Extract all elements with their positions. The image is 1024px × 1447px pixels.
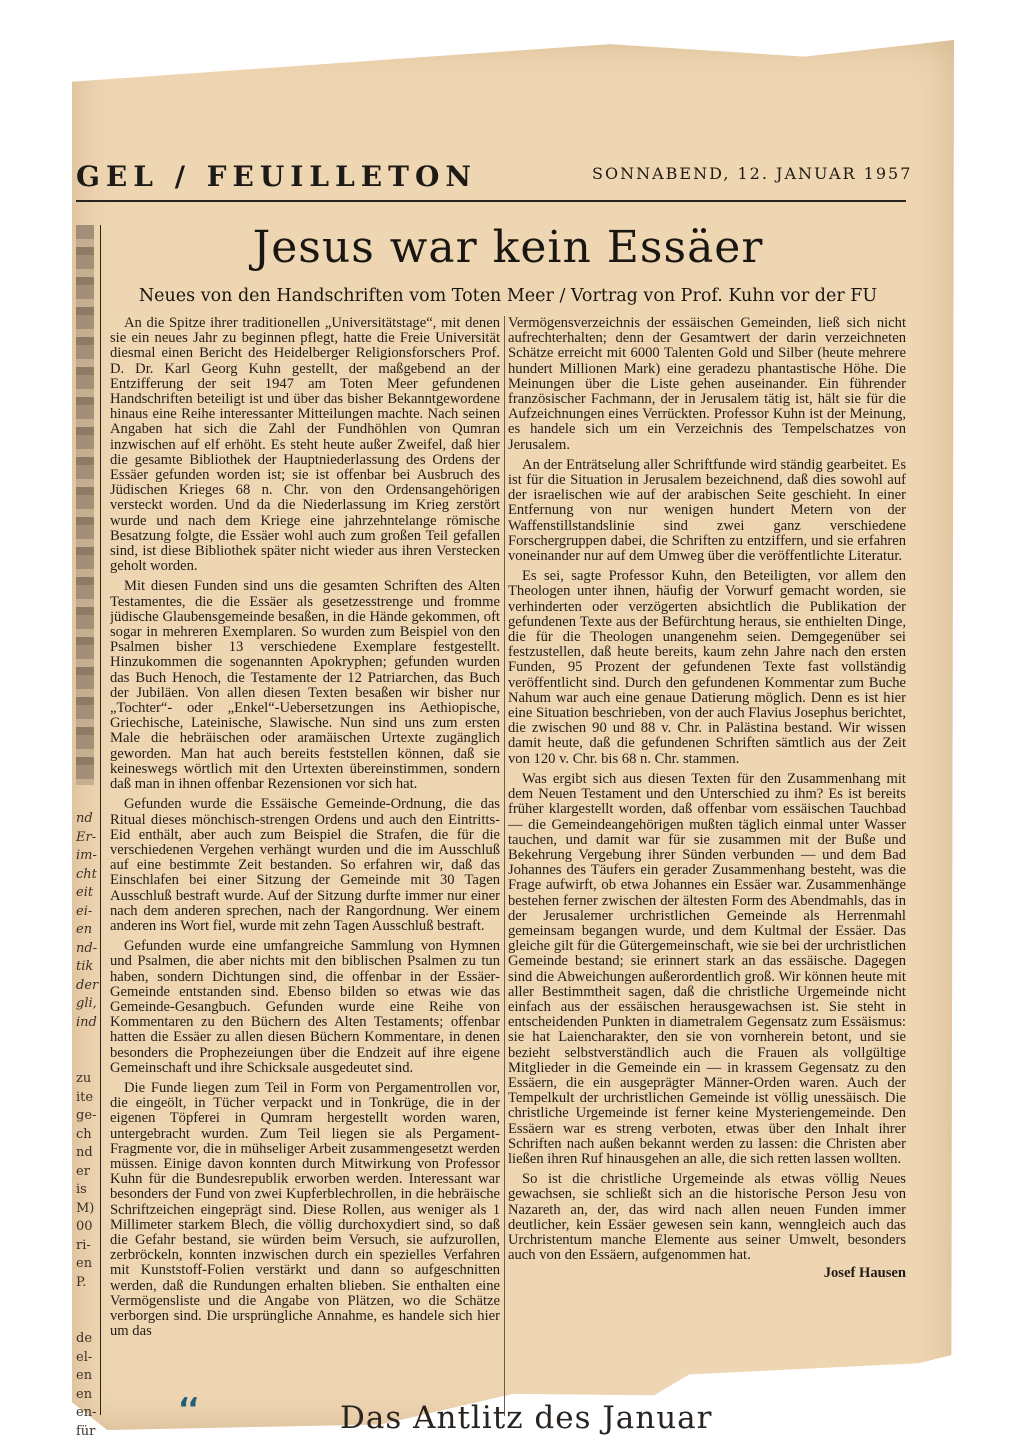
fragment-line: tik <box>76 959 94 974</box>
fragment-line: en- <box>76 1405 97 1420</box>
fragment-line: für <box>76 1423 96 1439</box>
fragment-line: er <box>76 1163 90 1179</box>
fragment-line: en <box>76 922 93 937</box>
article-column-right <box>508 316 906 1401</box>
fragment-line: is <box>76 1182 87 1197</box>
fragment-line: en <box>76 1386 93 1402</box>
fragment-line: zu <box>76 1071 92 1086</box>
fragment-line: ei- <box>76 903 93 919</box>
cut-column-fragment <box>76 810 102 1032</box>
paragraph: Die Funde liegen zum Teil in Form von Pergamentrollen vor, die eingeölt, in Tücher verpackt und in Tonkrüge, die in der eigenen Töpferei in Qumram hergestellt worden waren, untergebracht wurden. Zum Teil liegen sie als Pergament-Fragmente vor, die in mühseliger Arbeit zusammengesetzt werden müssen. Einige davon konnten durch Mitwirkung von Professor Kuhn für die Bundesrepublik erworben werden. Interessant war besonders der Fund von zwei Kupferblechrollen, in die hebräische Schriftzeichen eingeprägt sind. Diese Rollen, aus weniger als 1 Millimeter starkem Blech, die völlig durchoxydiert sind, so daß die Gefahr bestand, sie würden beim Versuch, sie aufzurollen, zerbröckeln, konnten inzwischen durch ein spezielles Verfahren mit Kunststoff-Folien verstärkt und dann so aufgeschnitten werden, daß die Rundungen erhalten blieben. Sie enthalten eine Vermögensliste und die Angabe von Plätzen, wo die Schätze verborgen sind. Die ursprüngliche Annahme, es handele sich hier um das <box>110 1079 500 1340</box>
cut-column-fragment <box>76 1070 102 1292</box>
fragment-line: 00 <box>76 1219 93 1234</box>
article-column-left <box>110 316 500 1406</box>
issue-date: SONNABEND, 12. JANUAR 1957 <box>592 164 913 183</box>
fragment-line: gli, <box>76 996 97 1011</box>
fragment-line: der <box>76 977 99 993</box>
paragraph: An die Spitze ihrer traditionellen „Universitätstage“, mit denen sie ein neues Jahr zu beginnen pflegt, hatte die Freie Universität diesmal einen Bericht des Heidelberger Religionsforschers Prof. D. Dr. Karl Georg Kuhn gestellt, der maßgebend an der Entzifferung der seit 1947 am Toten Meer gefundenen Handschriften beteiligt ist und über das bisher Bekanntgewordene hinaus eine Reihe interessanter Mitteilungen machte. Nach seinen Angaben hat sich die Zahl der Fundhöhlen von Qumran inzwischen auf elf erhöht. Es steht heute außer Zweifel, daß hier die gesamte Bibliothek der Hauptniederlassung des Ordens der Essäer gefunden worden ist; sie ist offenbar bei Ausbruch des Jüdischen Krieges 68 n. Chr. von den Ordensangehörigen versteckt worden. Und da die Niederlassung im Krieg zerstört wurde und nach dem Kriege eine jahrzehntelange römische Besatzung folgte, die Essäer wohl auch zum großen Teil gefallen sind, ist diese Bibliothek später nicht wieder aus ihren Verstecken geholt worden. <box>110 316 500 575</box>
fragment-line: eit <box>76 885 94 900</box>
paragraph: An der Enträtselung aller Schriftfunde wird ständig gearbeitet. Es ist für die Situation in Jerusalem bezeichnend, daß dies sowohl auf der israelischen wie auf der arabischen Seite geschieht. In einer Entfernung von nur wenigen hundert Metern von der Waffenstillstandslinie sind zwei ganz verschiedene Forschergruppen dabei, die Schriften zu entziffern, und sie erfahren voneinander nur auf dem Umweg über die veröffentlichte Literatur. <box>508 456 906 565</box>
paragraph: So ist die christliche Urgemeinde als etwas völlig Neues gewachsen, sie schließt sich an die historische Person Jesu von Nazareth an, der, das wird nach allen neuen Funden immer deutlicher, kein Essäer gewesen sein kann, wenngleich auch das Urchristentum manche Elemente aus seiner Umwelt, besonders auch von den Essäern, aufgenommen hat. <box>508 1171 906 1264</box>
paragraph: Mit diesen Funden sind uns die gesamten Schriften des Alten Testamentes, die die Essäer als gesetzesstrenge und fromme jüdische Glaubensgemeinde besaßen, in die Hände gekommen, oft sogar in mehreren Exemplaren. So wurden zum Beispiel von den Psalmen bisher 13 verschiedene Exemplare festgestellt. Hinzukommen die sogenannten Apokryphen; gefunden wurden das Buch Henoch, die Testamente der 12 Patriarchen, das Buch der Jubiläen. Von allen diesen Texten besaßen wir bisher nur „Tochter“- oder „Enkel“-Uebersetzungen ins Aethiopische, Griechische, Lateinische, Slawische. Nun sind uns zum ersten Male die hebräischen oder aramäischen Urtexte zugänglich geworden. Man hat auch bereits feststellen können, daß sie keineswegs wörtlich mit den Urtexten übereinstimmen, sondern daß man in ihnen offenbar Rezensionen vor sich hat. <box>110 578 500 793</box>
fragment-line: nd <box>76 1145 93 1160</box>
fragment-line: cht <box>76 866 97 882</box>
fragment-line: en <box>76 1368 93 1383</box>
cropped-photo-strip <box>76 225 94 785</box>
fragment-line: im- <box>76 848 97 863</box>
section-title: GEL / FEUILLETON <box>76 160 477 193</box>
fragment-line: de <box>76 1331 93 1346</box>
paragraph: Es sei, sagte Professor Kuhn, den Beteiligten, vor allem den Theologen unter ihnen, häufig der Vorwurf gemacht worden, sie verhinderten oder verzögerten absichtlich die Publikation der gefundenen Texte aus der Befürchtung heraus, sie enthielten Dinge, die für die Theologen unangenehm seien. Demgegenüber sei festzustellen, daß heute bereits, kaum zehn Jahre nach den ersten Funden, 95 Prozent der gefundenen Texte fast vollständig veröffentlicht sind. Durch den gefundenen Kommentar zum Buche Nahum war auch eine genaue Datierung möglich. Denn es ist hier eine Situation beschrieben, von der auch Flavius Josephus berichtet, die zwischen 90 und 88 v. Chr. in Palästina bestand. Wir wissen damit heute, daß die gefundenen Schriften sämtlich aus der Zeit von 120 v. Chr. bis 68 n. Chr. stammen. <box>508 568 906 767</box>
fragment-line: ge- <box>76 1108 97 1123</box>
paragraph: Vermögensverzeichnis der essäischen Gemeinden, ließ sich nicht aufrechterhalten; denn der Gesamtwert der darin verzeichneten Schätze erreicht mit 6000 Talenten Gold und Silber (heute mehrere hundert Millionen Mark) eine geradezu phantastische Höhe. Die Meinungen über die Liste gehen auseinander. Ein führender französischer Fachmann, der in Jerusalem tätig ist, hält sie für die Aufzeichnungen eines Verrückten. Professor Kuhn ist der Meinung, es handele sich um ein Verzeichnis des Tempelschatzes von Jerusalem. <box>508 316 906 453</box>
ink-mark: ‘‘ <box>178 1392 197 1427</box>
fragment-line: ite <box>76 1089 94 1105</box>
fragment-line: M) <box>76 1200 95 1216</box>
article-headline: Jesus war kein Essäer <box>252 222 764 273</box>
article-subheadline: Neues von den Handschriften vom Toten Meer / Vortrag von Prof. Kuhn vor der FU <box>138 286 878 306</box>
masthead-rule <box>76 200 906 202</box>
fragment-line: ri- <box>76 1237 91 1253</box>
fragment-line: nd <box>76 811 93 826</box>
fragment-line: Er- <box>76 829 97 845</box>
paragraph: Was ergibt sich aus diesen Texten für den Zusammenhang mit dem Neuen Testament und den Unterschied zu ihm? Es ist bereits früher klargestellt worden, daß offenbar vom essäischen Tauchbad — die Gemeindeangehörigen mußten täglich einmal unter Wasser tauchen, und damit war für sie zusammen mit der Buße und Bekehrung Vergebung ihrer Sünden verbunden — und dem Bad Johannes des Täufers ein gerader Zusammenhang besteht, was die Frage aufwirft, ob etwa Johannes ein Essäer war. Zusammenhänge bestehen ferner zwischen der ältesten Form des Abendmahls, das in der Jerusalemer urchristlichen Gemeinde als Herrenmahl gemeinsam begangen wurde, und dem Kultmal der Essäer. Das gleiche gilt für die Gütergemeinschaft, wie sie bei der urchristlichen Gemeinde bestand; sie erinnert stark an das essäische. Dagegen sind die Abweichungen außerordentlich groß. Wir können heute mit aller Bestimmtheit sagen, daß die christliche Urgemeinde nicht einfach aus der essäischen herausgewachsen ist. Sie steht in entscheidenden Punkten in diametralem Gegensatz zum Essäismus: sie hat Laiencharakter, den sie von vornherein betont, und sie bezieht selbstverständlich auch die Frauen als vollgültige Mitglieder in die Gemeinde ein — in krassem Gegensatz zu den Essäern, die ein ausgeprägter Männer-Orden waren. Auch der Tempelkult der urchristlichen Gemeinde ist völlig unessäisch. Die christliche Urgemeinde ist ferner keine Mysteriengemeinde. Den Essäern war es streng verboten, etwas über den Inhalt ihrer Schriften nach außen bekannt werden zu lassen: die Christen aber ließen ihren Ruf hinausgehen an alle, die sich retten lassen wollten. <box>508 770 906 1167</box>
fragment-line: ch <box>76 1126 92 1142</box>
paragraph: Gefunden wurde eine umfangreiche Sammlung von Hymnen und Psalmen, die aber nichts mit den biblischen Psalmen zu tun haben, sondern Dichtungen sind, die offenbar in der Essäer-Gemeinde entstanden sind. Ebenso bilden so etwas wie das Gemeinde-Gesangbuch. Gefunden wurde eine Reihe von Kommentaren zu den Büchern des Alten Testaments; offenbar hatten die Essäer zu allen diesen Büchern Kommentare, in denen besonders die Prophezeiungen über die Endzeit auf ihre eigene Gemeinschaft und ihre Schicksale ausgedeutet sind. <box>110 938 500 1076</box>
fragment-line: nd- <box>76 940 98 956</box>
next-article-title: Das Antlitz des Januar <box>340 1400 713 1436</box>
fragment-line: P. <box>76 1274 87 1290</box>
paragraph: Gefunden wurde die Essäische Gemeinde-Ordnung, die das Ritual dieses mönchisch-strengen Ordens und auch den Eintritts-Eid enthält, aber auch zum Beispiel die Strafen, die für die verschiedenen Vergehen verhängt wurden und die im Ausschluß auf eine bestimmte Zeit bestanden. So erfahren wir, daß das Einschlafen bei einer Sitzung der Gemeinde mit 30 Tagen Ausschluß bestraft wurde. Auf der Sitzung durfte immer nur einer nach dem anderen sprechen, nach der Rangordnung. Wer einem anderen ins Wort fiel, wurde mit zehn Tagen Ausschluß bestraft. <box>110 796 500 934</box>
column-divider <box>504 316 505 1416</box>
fragment-line: en <box>76 1256 93 1271</box>
fragment-line: el- <box>76 1349 93 1365</box>
cut-column-fragment <box>76 1330 102 1441</box>
article-author: Josef Hausen <box>823 1265 906 1282</box>
fragment-line: ind <box>76 1014 97 1030</box>
